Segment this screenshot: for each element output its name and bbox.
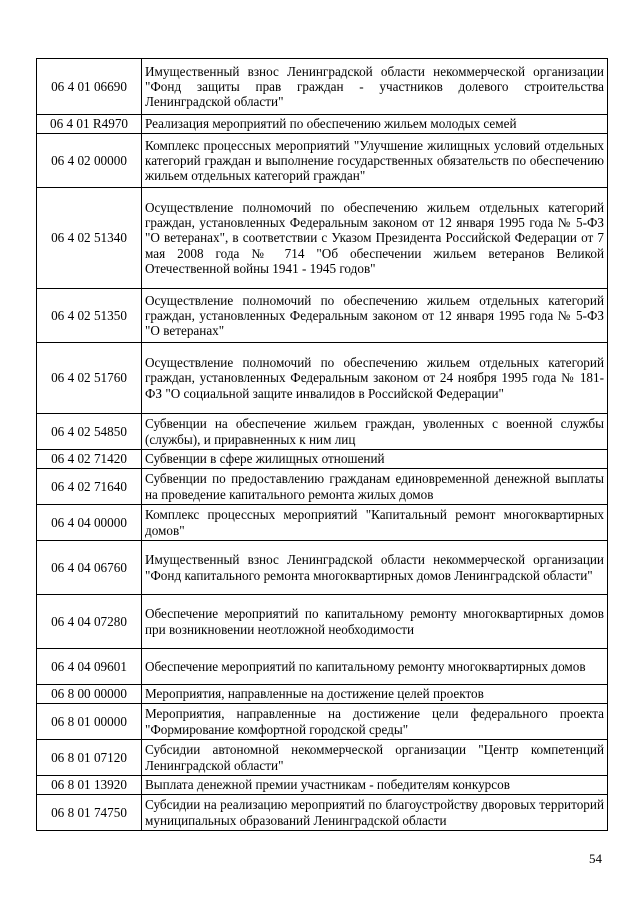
code-cell: 06 4 02 54850	[37, 414, 142, 450]
description-cell: Мероприятия, направленные на достижение цели федерального проекта "Формирование комфортной городской среды"	[142, 704, 608, 740]
table-row	[37, 795, 608, 831]
table-row	[37, 289, 608, 343]
description-cell: Субвенции в сфере жилищных отношений	[142, 450, 608, 469]
code-cell: 06 4 02 51760	[37, 343, 142, 414]
code-cell: 06 4 02 51350	[37, 289, 142, 343]
description-cell: Обеспечение мероприятий по капитальному ремонту многоквартирных домов	[142, 649, 608, 685]
table-row	[37, 469, 608, 505]
description-cell: Имущественный взнос Ленинградской области некоммерческой организации "Фонд капитального ремонта многоквартирных домов Ленинградской области"	[142, 541, 608, 595]
code-cell: 06 4 02 71420	[37, 450, 142, 469]
table-row	[37, 414, 608, 450]
description-cell: Субсидии автономной некоммерческой организации "Центр компетенций Ленинградской области"	[142, 740, 608, 776]
code-cell: 06 4 02 00000	[37, 134, 142, 188]
description-cell: Обеспечение мероприятий по капитальному ремонту многоквартирных домов при возникновении неотложной необходимости	[142, 595, 608, 649]
table-row	[37, 59, 608, 115]
code-cell: 06 4 04 00000	[37, 505, 142, 541]
table-row	[37, 595, 608, 649]
code-cell: 06 4 01 06690	[37, 59, 142, 115]
description-cell: Мероприятия, направленные на достижение целей проектов	[142, 685, 608, 704]
description-cell: Комплекс процессных мероприятий "Капитальный ремонт многоквартирных домов"	[142, 505, 608, 541]
code-cell: 06 4 04 06760	[37, 541, 142, 595]
description-cell: Субвенции по предоставлению гражданам единовременной денежной выплаты на проведение капитального ремонта жилых домов	[142, 469, 608, 505]
table-row	[37, 704, 608, 740]
table-row	[37, 649, 608, 685]
table-row	[37, 343, 608, 414]
description-cell: Выплата денежной премии участникам - победителям конкурсов	[142, 776, 608, 795]
code-cell: 06 8 01 00000	[37, 704, 142, 740]
table-row	[37, 776, 608, 795]
code-cell: 06 4 01 R4970	[37, 115, 142, 134]
table-row	[37, 115, 608, 134]
description-cell: Осуществление полномочий по обеспечению жильем отдельных категорий граждан, установленных Федеральным законом от 12 января 1995 года № 5-ФЗ "О ветеранах", в соответствии с Указом Президента Российской Федерации от 7 мая 2008 года № 714 "Об обеспечении жильем ветеранов Великой Отечественной войны 1941 - 1945 годов"	[142, 188, 608, 289]
table-row	[37, 685, 608, 704]
description-cell: Субсидии на реализацию мероприятий по благоустройству дворовых территорий муниципальных образований Ленинградской области	[142, 795, 608, 831]
table-row	[37, 134, 608, 188]
description-cell: Комплекс процессных мероприятий "Улучшение жилищных условий отдельных категорий граждан и выполнение государственных обязательств по обеспечению жильем отдельных категорий граждан"	[142, 134, 608, 188]
table-row	[37, 541, 608, 595]
table-row	[37, 505, 608, 541]
description-cell: Осуществление полномочий по обеспечению жильем отдельных категорий граждан, установленных Федеральным законом от 24 ноября 1995 года № 181-ФЗ "О социальной защите инвалидов в Российской Федерации"	[142, 343, 608, 414]
page-number: 54	[589, 851, 602, 866]
code-cell: 06 4 04 09601	[37, 649, 142, 685]
budget-classification-table	[36, 58, 608, 831]
code-cell: 06 8 00 00000	[37, 685, 142, 704]
description-cell: Субвенции на обеспечение жильем граждан, уволенных с военной службы (службы), и приравненных к ним лиц	[142, 414, 608, 450]
table-row	[37, 450, 608, 469]
description-cell: Реализация мероприятий по обеспечению жильем молодых семей	[142, 115, 608, 134]
code-cell: 06 8 01 07120	[37, 740, 142, 776]
code-cell: 06 4 04 07280	[37, 595, 142, 649]
description-cell: Осуществление полномочий по обеспечению жильем отдельных категорий граждан, установленных Федеральным законом от 12 января 1995 года № 5-ФЗ "О ветеранах"	[142, 289, 608, 343]
code-cell: 06 8 01 74750	[37, 795, 142, 831]
code-cell: 06 8 01 13920	[37, 776, 142, 795]
description-cell: Имущественный взнос Ленинградской области некоммерческой организации "Фонд защиты прав граждан - участников долевого строительства Ленинградской области"	[142, 59, 608, 115]
code-cell: 06 4 02 51340	[37, 188, 142, 289]
table-row	[37, 188, 608, 289]
table-row	[37, 740, 608, 776]
code-cell: 06 4 02 71640	[37, 469, 142, 505]
